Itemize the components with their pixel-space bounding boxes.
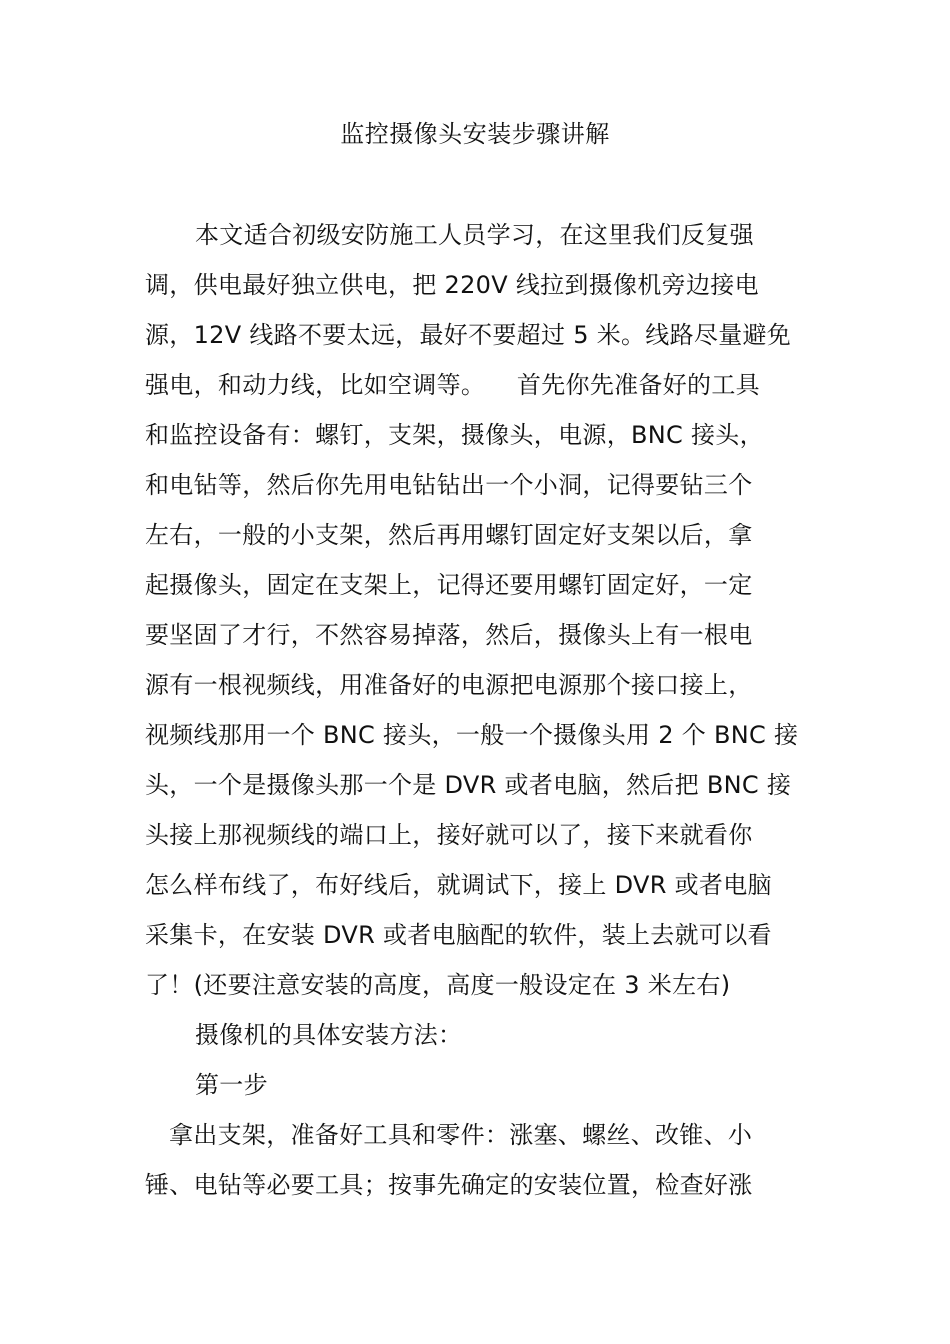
- paragraph-line: 源有一根视频线，用准备好的电源把电源那个接口接上，: [145, 671, 753, 699]
- paragraph-line: 要坚固了才行，不然容易掉落，然后，摄像头上有一根电: [145, 621, 753, 649]
- paragraph-line: 头接上那视频线的端口上，接好就可以了，接下来就看你: [145, 821, 753, 849]
- paragraph-line: 源，12V 线路不要太远，最好不要超过 5 米。线路尽量避免: [145, 321, 792, 349]
- paragraph-line: 采集卡，在安装 DVR 或者电脑配的软件，装上去就可以看: [145, 921, 772, 949]
- paragraph-line: 强电，和动力线，比如空调等。 首先你先准备好的工具: [145, 371, 760, 399]
- paragraph-line: 本文适合初级安防施工人员学习，在这里我们反复强: [195, 221, 754, 249]
- paragraph-line: 锤、电钻等必要工具；按事先确定的安装位置，检查好涨: [145, 1171, 753, 1199]
- paragraph-line: 和监控设备有：螺钉，支架，摄像头，电源，BNC 接头，: [145, 421, 764, 449]
- paragraph-line: 拿出支架，准备好工具和零件：涨塞、螺丝、改锥、小: [169, 1121, 753, 1149]
- paragraph-line: 调，供电最好独立供电，把 220V 线拉到摄像机旁边接电: [145, 271, 759, 299]
- paragraph-line: 起摄像头，固定在支架上，记得还要用螺钉固定好，一定: [145, 571, 753, 599]
- paragraph-line: 视频线那用一个 BNC 接头，一般一个摄像头用 2 个 BNC 接: [145, 721, 799, 749]
- step-heading: 第一步: [195, 1071, 268, 1099]
- paragraph-line: 怎么样布线了，布好线后，就调试下，接上 DVR 或者电脑: [145, 871, 772, 899]
- paragraph-line: 和电钻等，然后你先用电钻钻出一个小洞，记得要钻三个: [145, 471, 753, 499]
- paragraph-line: 左右，一般的小支架，然后再用螺钉固定好支架以后，拿: [145, 521, 753, 549]
- paragraph-line: 了！(还要注意安装的高度，高度一般设定在 3 米左右): [145, 971, 731, 999]
- document-title: 监控摄像头安装步骤讲解: [340, 120, 610, 148]
- paragraph-line: 头，一个是摄像头那一个是 DVR 或者电脑，然后把 BNC 接: [145, 771, 792, 799]
- section-heading: 摄像机的具体安装方法：: [195, 1021, 463, 1049]
- document-body: [145, 210, 820, 1210]
